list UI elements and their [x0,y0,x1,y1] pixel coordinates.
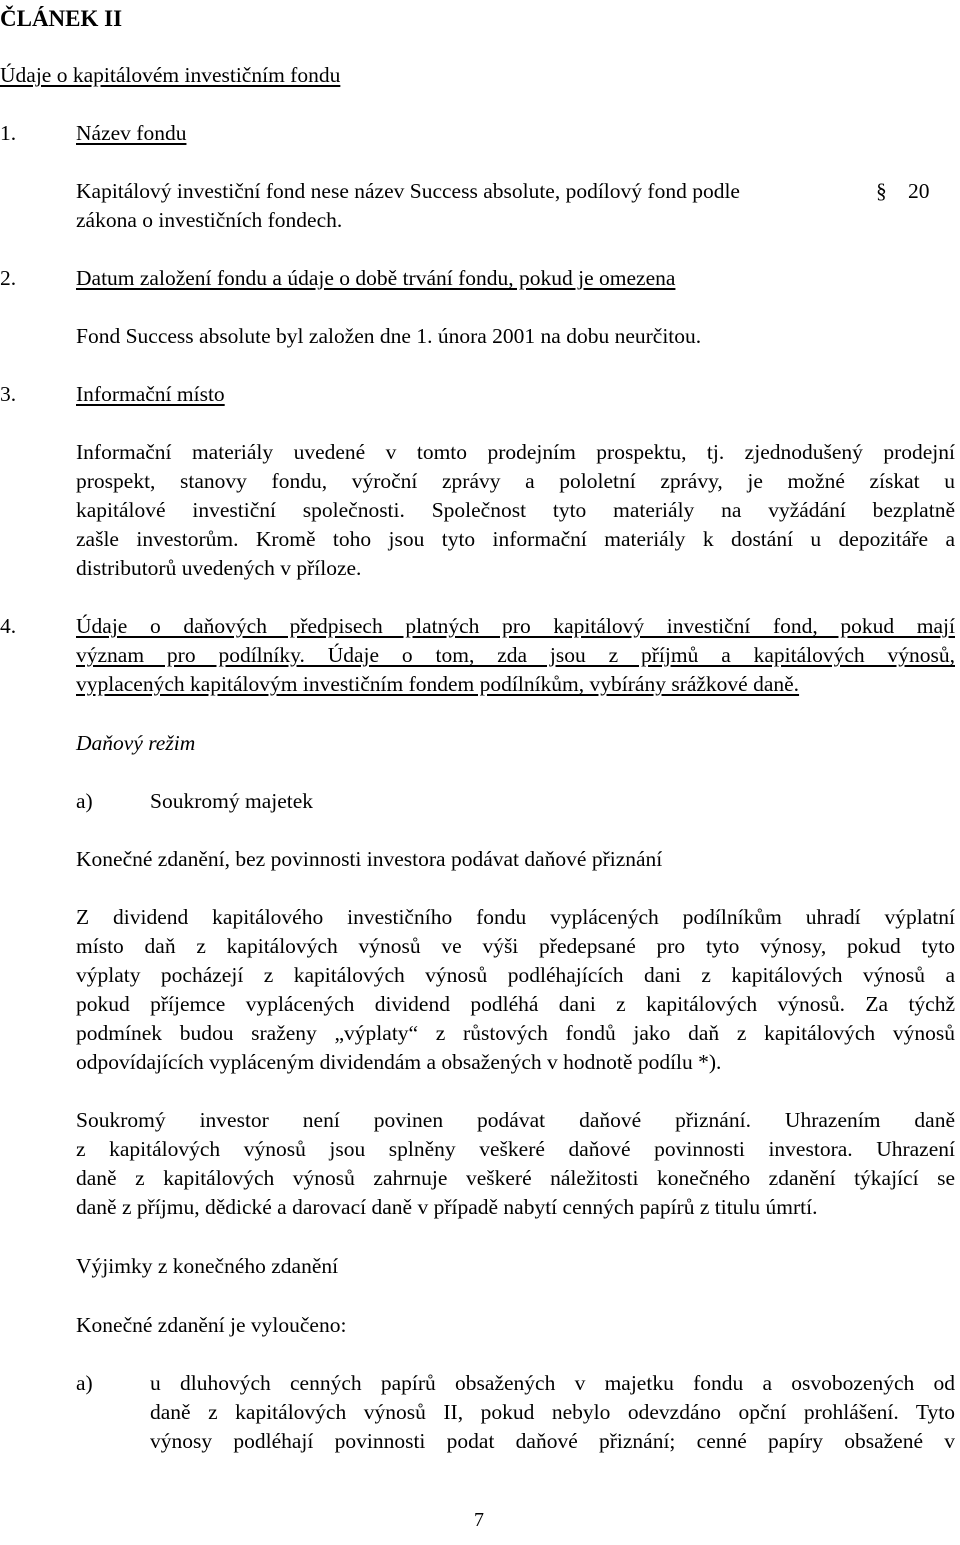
excluded-a-line: daně z kapitálových výnosů II, pokud nebylo odevzdáno opční prohlášení. Tyto [150,1400,955,1424]
item-4-title-line: vyplacených kapitálovým investičním fondem podílníkům, vybírány srážkové daně. [76,672,800,696]
sub-a-marker: a) [76,789,93,813]
excluded-a-line: u dluhových cenných papírů obsažených v majetku fondu a osvobozených od [150,1371,955,1395]
item-1-body-number: 20 [908,179,930,203]
item-4-title-line: Údaje o daňových předpisech platných pro kapitálový investiční fond, pokud mají [76,614,955,638]
item-2-title: Datum založení fondu a údaje o době trvání fondu, pokud je omezena [76,266,676,290]
item-3-body-line: prospekt, stanovy fondu, výroční zprávy a pololetní zprávy, je možné získat u [76,469,955,493]
item-2-body: Fond Success absolute byl založen dne 1. února 2001 na dobu neurčitou. [76,324,702,348]
excluded-a-line: výnosy podléhají povinnosti podat daňové přiznání; cenné papíry obsažené v [150,1429,955,1453]
final-taxation-heading: Konečné zdanění, bez povinnosti investora podávat daňové přiznání [76,847,663,871]
item-3-body-line: Informační materiály uvedené v tomto prodejním prospektu, tj. zjednodušený prodejní [76,440,955,464]
exceptions-heading: Výjimky z konečného zdanění [76,1254,339,1278]
item-1-body-line: Kapitálový investiční fond nese název Success absolute, podílový fond podle [76,179,740,203]
section-heading: Údaje o kapitálovém investičním fondu [0,63,341,87]
paragraph-1-line: podmínek budou sraženy „výplaty“ z růstových fondů jako daň z kapitálových výnosů [76,1021,955,1045]
item-3-number: 3. [0,382,17,406]
excluded-intro: Konečné zdanění je vyloučeno: [76,1313,347,1337]
paragraph-1-line: Z dividend kapitálového investičního fondu vyplácených podílníkům uhradí výplatní [76,905,955,929]
tax-regime-heading: Daňový režim [76,731,196,755]
paragraph-1-line: pokud příjemce vyplácených dividend podléhá dani z kapitálových výnosů. Za týchž [76,992,955,1016]
item-3-body-line: distributorů uvedených v příloze. [76,556,362,580]
paragraph-2-line: Soukromý investor není povinen podávat daňové přiznání. Uhrazením daně [76,1108,955,1132]
item-3-body-line: zašle investorům. Kromě toho jsou tyto informační materiály k dostání u depozitáře a [76,527,955,551]
item-4-title-line: význam pro podílníky. Údaje o tom, zda jsou z příjmů a kapitálových výnosů, [76,643,955,667]
item-1-number: 1. [0,121,17,145]
paragraph-sign: § [876,179,887,203]
paragraph-2-line: daně z kapitálových výnosů zahrnuje veškeré náležitosti konečného zdanění týkající se [76,1166,955,1190]
item-1-title: Název fondu [76,121,187,145]
excluded-a-marker: a) [76,1371,93,1395]
item-4-number: 4. [0,614,17,638]
paragraph-2-line: daně z příjmu, dědické a darovací daně v případě nabytí cenných papírů z titulu úmrtí. [76,1195,818,1219]
paragraph-1-line: místo daň z kapitálových výnosů ve výši předepsané pro tyto výnosy, pokud tyto [76,934,955,958]
item-1-body-line: zákona o investičních fondech. [76,208,343,232]
paragraph-1-line: výplaty pocházejí z kapitálových výnosů podléhajících dani z kapitálových výnosů a [76,963,955,987]
item-2-number: 2. [0,266,17,290]
item-3-title: Informační místo [76,382,225,406]
paragraph-2-line: z kapitálových výnosů jsou splněny veškeré daňové povinnosti investora. Uhrazení [76,1137,955,1161]
paragraph-1-line: odpovídajících vypláceným dividendám a obsažených v hodnotě podílu *). [76,1050,722,1074]
sub-a-title: Soukromý majetek [150,789,314,813]
article-heading: ČLÁNEK II [0,6,123,31]
page-number: 7 [474,1509,484,1531]
item-3-body-line: kapitálové investiční společnosti. Společnost tyto materiály na vyžádání bezplatně [76,498,955,522]
